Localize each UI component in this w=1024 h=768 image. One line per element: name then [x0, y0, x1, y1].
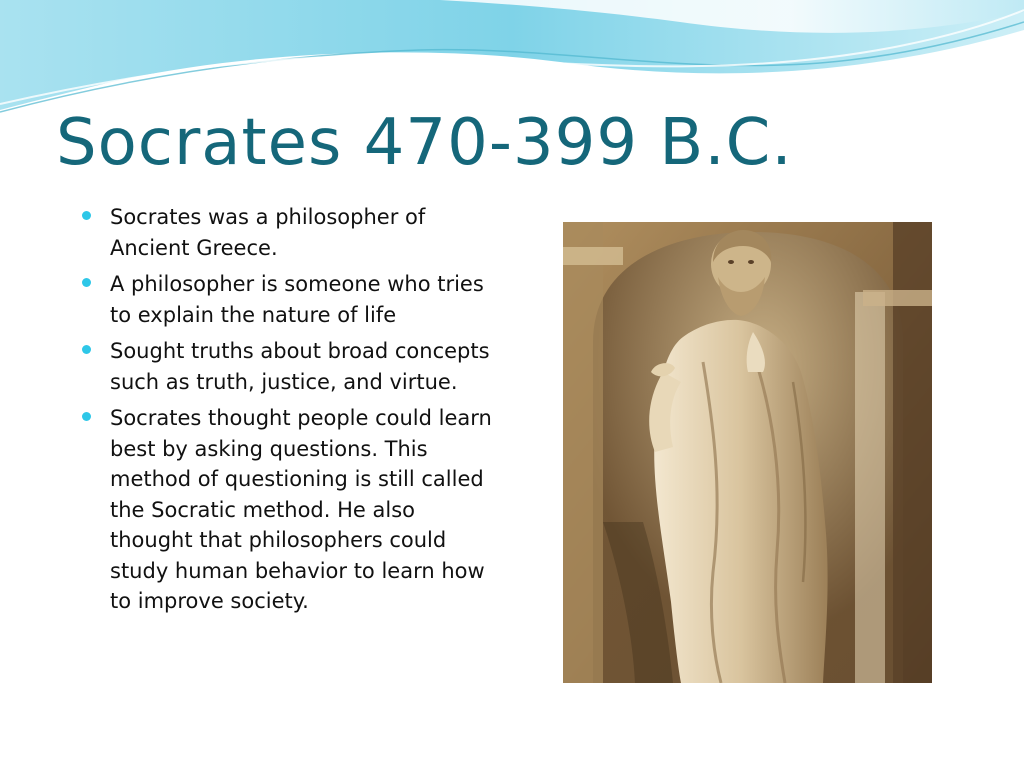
bullet-text: Sought truths about broad concepts such as truth, justice, and virtue.	[110, 339, 490, 394]
bullet-list	[80, 202, 500, 623]
bullet-icon	[82, 278, 91, 287]
bullet-text: Socrates thought people could learn best by asking questions. This method of questioning is still called the Socratic method. He also thought that philosophers could study human behavior to learn how to improve society.	[110, 406, 492, 613]
statue-illustration	[563, 222, 932, 683]
bullet-item	[80, 202, 500, 263]
socrates-statue-photo	[563, 222, 932, 683]
bullet-icon	[82, 345, 91, 354]
slide-title: Socrates 470-399 B.C.	[56, 106, 793, 180]
bullet-text: Socrates was a philosopher of Ancient Greece.	[110, 205, 426, 260]
bullet-text: A philosopher is someone who tries to explain the nature of life	[110, 272, 484, 327]
bullet-item	[80, 269, 500, 330]
bullet-item	[80, 403, 500, 617]
bullet-icon	[82, 211, 91, 220]
bullet-icon	[82, 412, 91, 421]
bullet-item	[80, 336, 500, 397]
